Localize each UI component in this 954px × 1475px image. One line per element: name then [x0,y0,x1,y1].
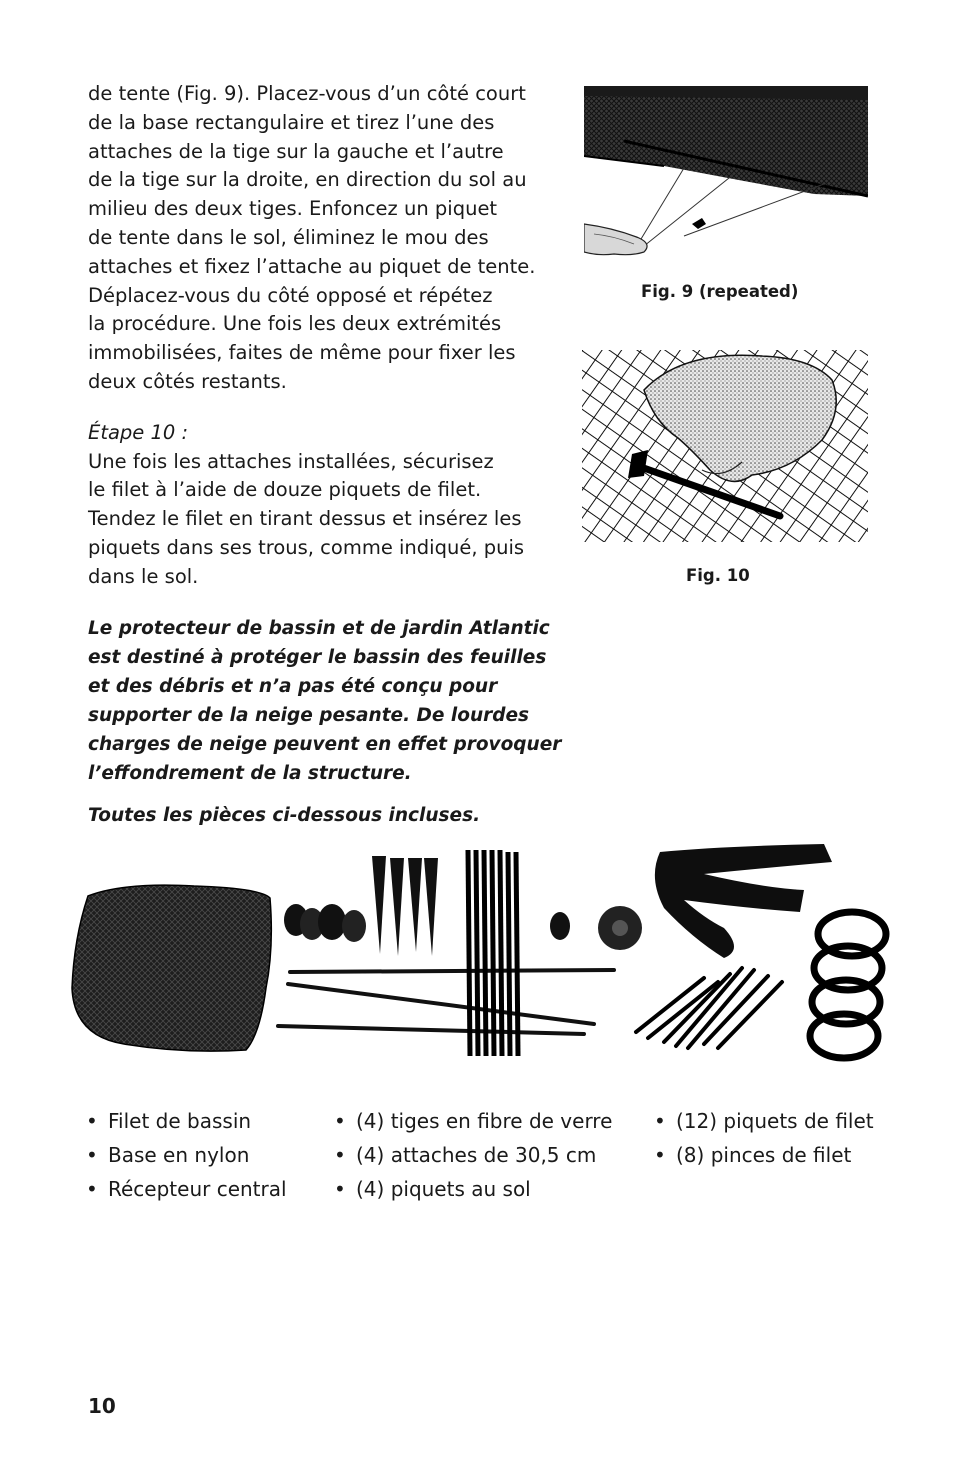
page-number: 10 [88,1394,116,1418]
parts-intro: Toutes les pièces ci-dessous incluses. [88,805,481,826]
list-item: • (4) piquets au sol [334,1172,612,1206]
parts-list-col-1 [86,1104,287,1206]
text-line: Le protecteur de bassin et de jardin Atlantic [88,617,550,639]
parts-list-col-3 [654,1104,874,1172]
bullet-icon: • [86,1177,98,1201]
text-line: Déplacez-vous du côté opposé et répétez [88,283,493,307]
list-item: • (12) piquets de filet [654,1104,874,1138]
fig-9-image [584,86,868,270]
text-line: attaches et fixez l’attache au piquet de tente. [88,254,536,278]
text-line: deux côtés restants. [88,369,287,393]
step-10-paragraph [88,448,548,592]
text-line: le filet à l’aide de douze piquets de filet. [88,478,482,502]
bullet-icon: • [334,1109,346,1133]
text-line: charges de neige peuvent en effet provoquer [88,733,562,755]
text-line: Une fois les attaches installées, sécurisez [88,449,494,473]
instruction-paragraph [88,80,548,397]
step-heading: Étape 10 : [88,420,189,444]
list-item: • Base en nylon [86,1138,287,1172]
bullet-icon: • [654,1109,666,1133]
text-line: de la tige sur la droite, en direction du sol au [88,168,527,192]
text-line: est destiné à protéger le bassin des feuilles [88,646,547,668]
fig-10-image [582,350,868,542]
text-line: supporter de la neige pesante. De lourdes [88,704,530,726]
bullet-icon: • [654,1143,666,1167]
text-line: milieu des deux tiges. Enfoncez un piquet [88,197,498,221]
list-item: • Récepteur central [86,1172,287,1206]
bullet-icon: • [334,1177,346,1201]
list-item: • (4) tiges en fibre de verre [334,1104,612,1138]
text-line: Tendez le filet en tirant dessus et insérez les [88,507,522,531]
main-text-column [88,80,562,788]
list-item: • (4) attaches de 30,5 cm [334,1138,612,1172]
text-line: de tente dans le sol, éliminez le mou des [88,225,489,249]
text-line: immobilisées, faites de même pour fixer les [88,341,516,365]
pond-net-bundle [72,885,271,1051]
text-line: de tente (Fig. 9). Placez-vous d’un côté court [88,82,526,105]
text-line: de la base rectangulaire et tirez l’une des [88,110,495,134]
parts-photo [64,838,894,1074]
text-line: la procédure. Une fois les deux extrémités [88,312,502,336]
warning-note [88,614,562,788]
bullet-icon: • [334,1143,346,1167]
text-line: dans le sol. [88,564,199,588]
text-line: et des débris et n’a pas été conçu pour [88,675,498,697]
list-item: • (8) pinces de filet [654,1138,874,1172]
text-line: attaches de la tige sur la gauche et l’autre [88,139,504,163]
text-line: l’effondrement de la structure. [88,762,412,784]
fig-9-caption: Fig. 9 (repeated) [641,282,799,301]
bullet-icon: • [86,1143,98,1167]
parts-list-col-2 [334,1104,612,1206]
list-item: • Filet de bassin [86,1104,287,1138]
rod-bundle [468,850,518,1056]
text-line: piquets dans ses trous, comme indiqué, puis [88,535,525,559]
fig-10-caption: Fig. 10 [686,566,750,585]
bullet-icon: • [86,1109,98,1133]
